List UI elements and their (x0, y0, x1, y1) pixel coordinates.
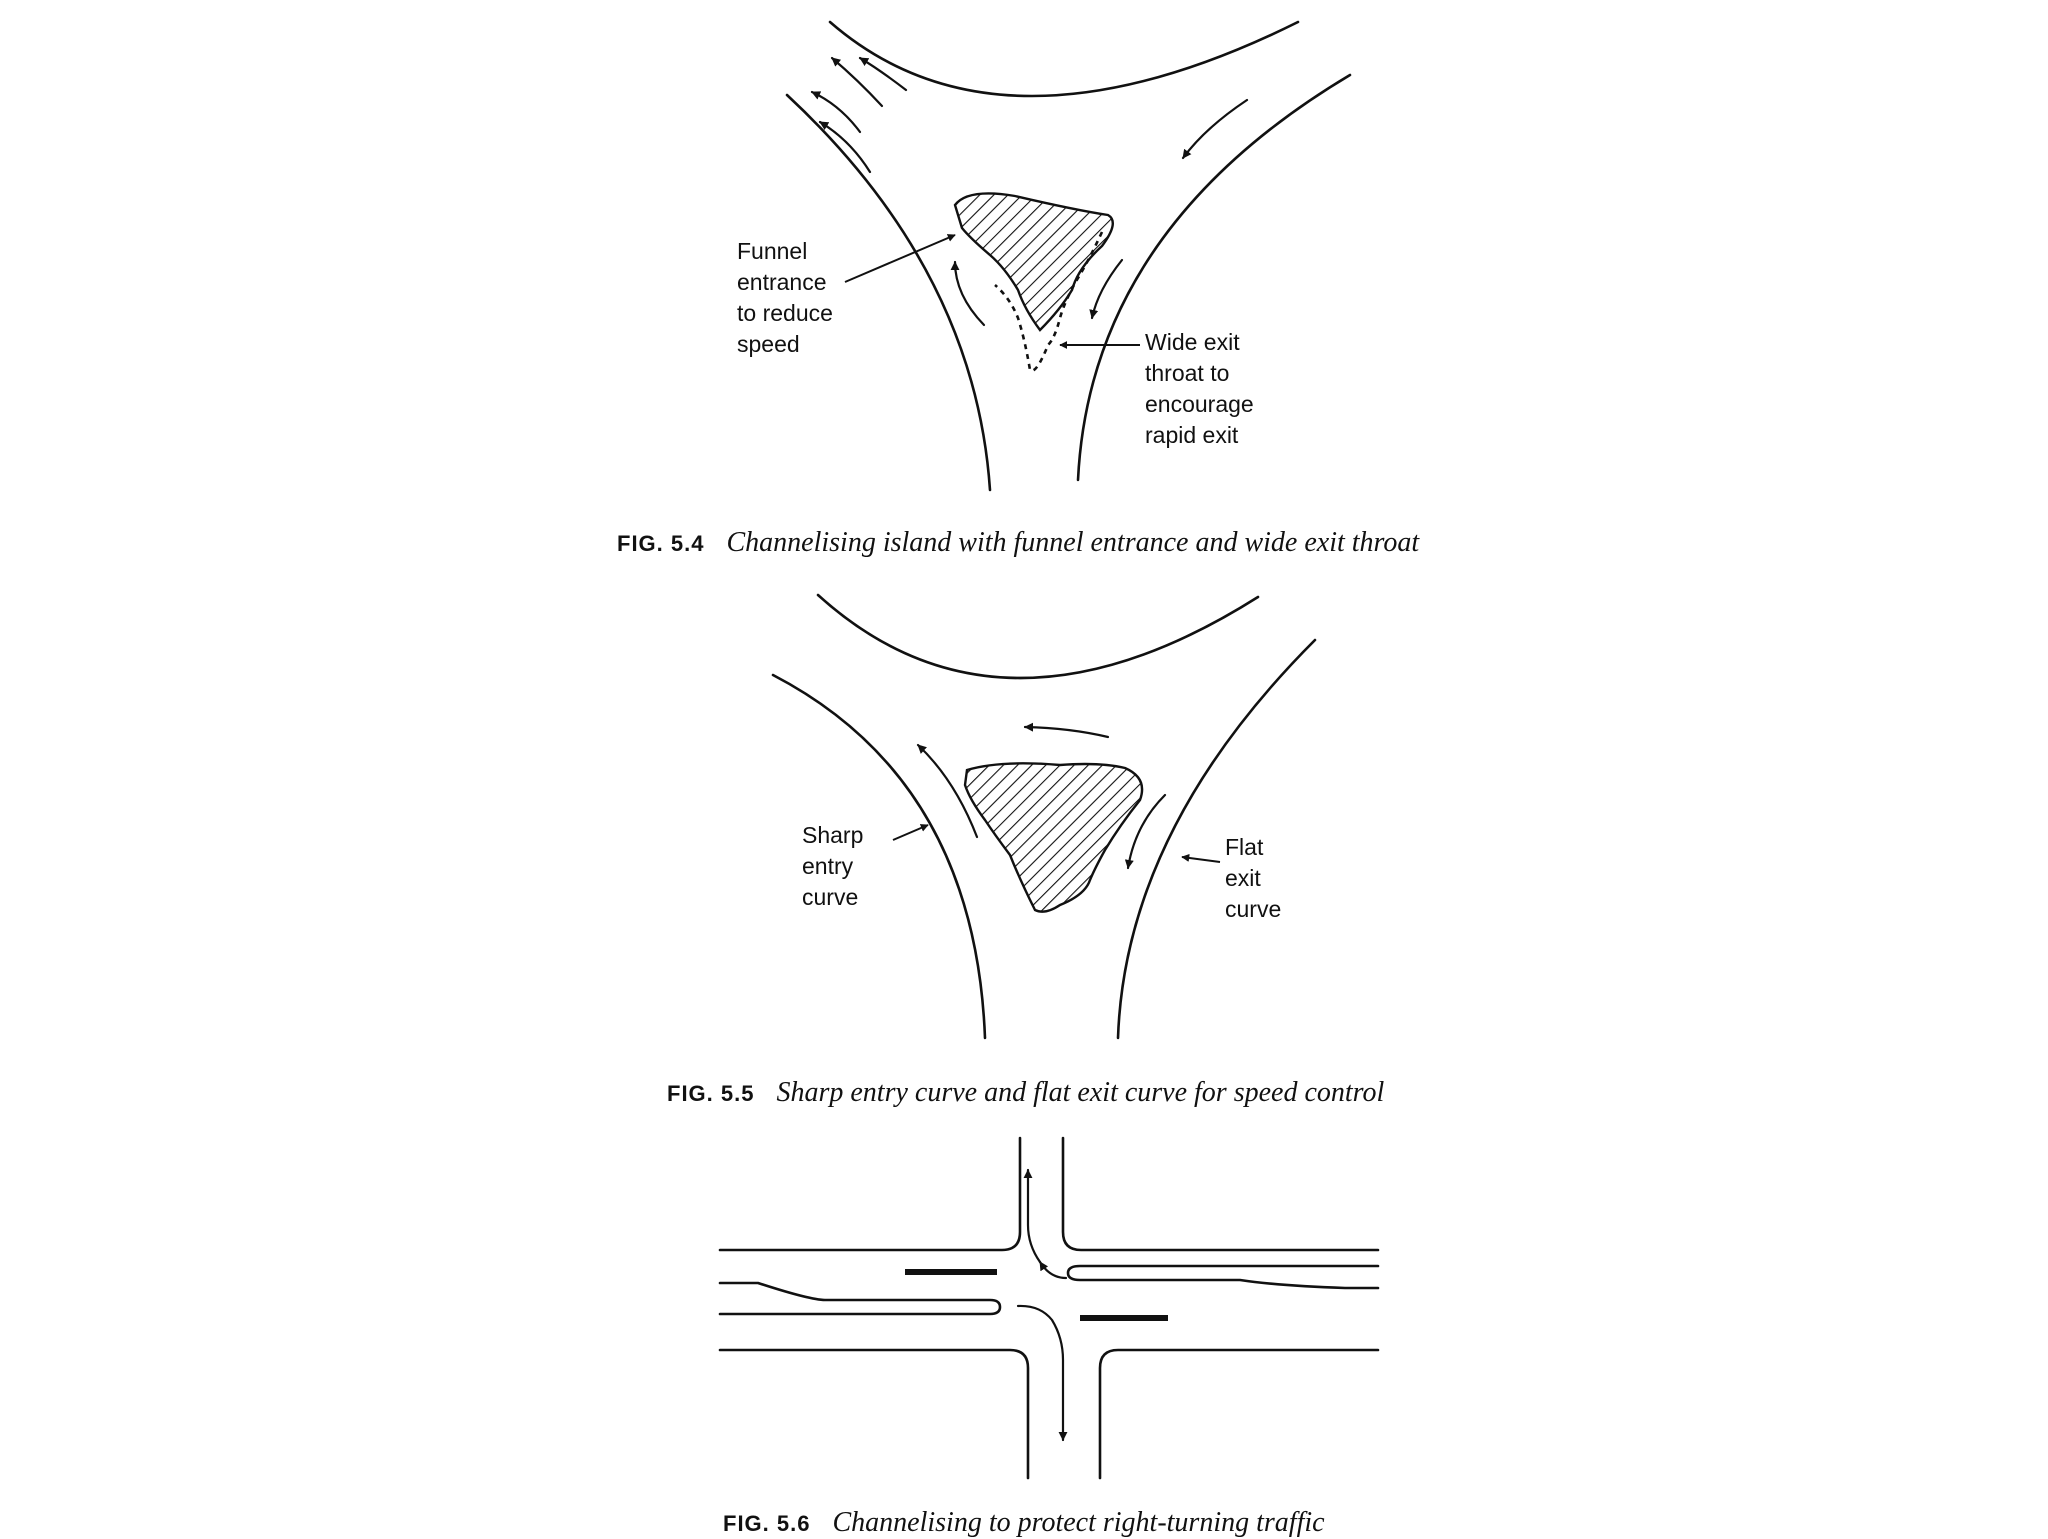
road-edge-south-west (720, 1350, 1028, 1478)
channelising-island (955, 193, 1113, 330)
turn-path-left (1018, 1306, 1063, 1440)
label-line: Flat (1225, 834, 1264, 860)
label-line: rapid exit (1145, 422, 1239, 448)
road-edge-top (818, 595, 1258, 678)
channelising-island (965, 763, 1142, 911)
flow-arrow (820, 122, 870, 172)
fig-5-5-caption (667, 1077, 1384, 1109)
turn-path-right-up (1028, 1170, 1040, 1262)
label-line: curve (802, 884, 859, 910)
label-line: exit (1225, 865, 1261, 891)
flow-arrow (1025, 727, 1108, 737)
fig-5-5-diagram (773, 595, 1315, 1038)
flow-arrow (1092, 260, 1122, 318)
label-line: Wide exit (1145, 329, 1240, 355)
label-line: entry (802, 853, 854, 879)
funnel-entrance-label (737, 236, 833, 360)
label-line: to reduce (737, 300, 833, 326)
label-line: Funnel (737, 238, 808, 264)
flow-arrow (955, 262, 984, 325)
right-channelising-island (1068, 1266, 1378, 1288)
fig-5-6-diagram (720, 1138, 1378, 1478)
sharp-entry-leader-arrow (893, 825, 928, 840)
road-edge-north-west (720, 1138, 1020, 1250)
label-line: encourage (1145, 391, 1254, 417)
label-line: Sharp (802, 822, 864, 848)
wide-exit-throat-label (1145, 327, 1254, 451)
fig-5-4-diagram (787, 22, 1350, 490)
turn-path-right (1040, 1262, 1066, 1278)
figure-number: FIG. 5.6 (723, 1511, 811, 1536)
fig-5-4-caption (617, 527, 1419, 559)
road-edge-south-east (1100, 1350, 1378, 1478)
flow-arrow (1183, 100, 1247, 158)
flat-exit-leader-arrow (1182, 857, 1220, 862)
label-line: curve (1225, 896, 1282, 922)
figure-number: FIG. 5.4 (617, 531, 705, 556)
label-line: throat to (1145, 360, 1230, 386)
figure-caption-text: Sharp entry curve and flat exit curve for speed control (776, 1077, 1385, 1108)
left-channelising-island (720, 1283, 1000, 1314)
funnel-leader-arrow (845, 235, 955, 282)
flow-arrow (860, 58, 906, 90)
figure-caption-text: Channelising to protect right-turning traffic (832, 1507, 1325, 1538)
sharp-entry-curve-label (802, 820, 863, 913)
label-line: entrance (737, 269, 827, 295)
figure-caption-text: Channelising island with funnel entrance and wide exit throat (726, 527, 1420, 558)
figure-number: FIG. 5.5 (667, 1081, 755, 1106)
road-edge-north-east (1063, 1138, 1378, 1250)
flow-arrow (832, 58, 882, 106)
fig-5-6-caption (723, 1507, 1325, 1539)
label-line: speed (737, 331, 800, 357)
road-edge-right (1118, 640, 1315, 1038)
flat-exit-curve-label (1225, 832, 1281, 925)
